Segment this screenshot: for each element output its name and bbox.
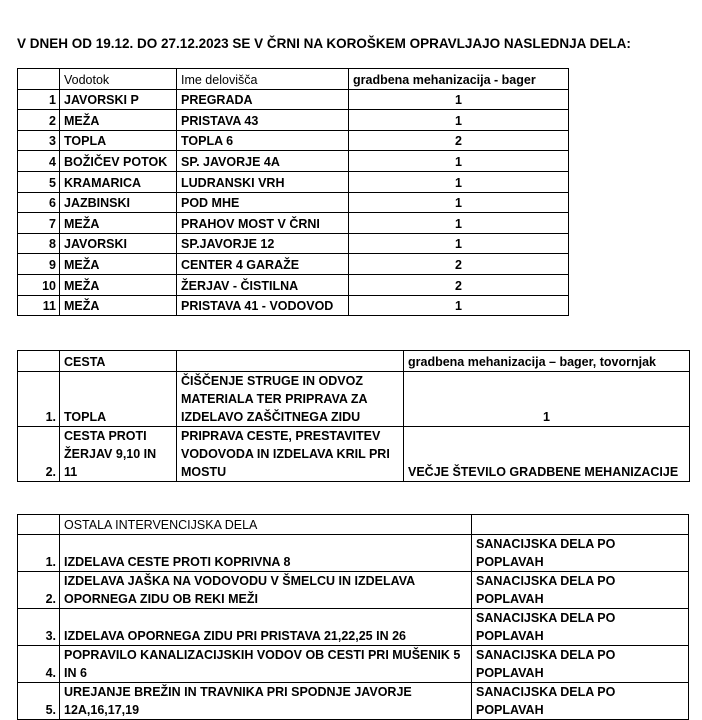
work-description-cell: IZDELAVA CESTE PROTI KOPRIVNA 8 xyxy=(60,535,472,572)
machinery-cell: VEČJE ŠTEVILO GRADBENE MEHANIZACIJE xyxy=(404,427,690,482)
watercourse-cell: JAZBINSKI xyxy=(60,192,177,213)
header-cell xyxy=(18,69,60,90)
table-row xyxy=(18,110,569,131)
row-number: 3. xyxy=(18,609,60,646)
site-cell: LUDRANSKI VRH xyxy=(177,171,349,192)
row-number: 10 xyxy=(18,274,60,295)
site-cell: SP.JAVORJE 12 xyxy=(177,233,349,254)
machinery-cell: 1 xyxy=(349,295,569,316)
site-cell: TOPLA 6 xyxy=(177,130,349,151)
row-number: 11 xyxy=(18,295,60,316)
machinery-cell: 1 xyxy=(349,89,569,110)
machinery-cell: 1 xyxy=(349,213,569,234)
site-cell: PRAHOV MOST V ČRNI xyxy=(177,213,349,234)
machinery-cell: 1 xyxy=(349,171,569,192)
site-cell: PRISTAVA 41 - VODOVOD xyxy=(177,295,349,316)
table-row xyxy=(18,295,569,316)
machinery-cell: 1 xyxy=(349,233,569,254)
table-row xyxy=(18,372,690,427)
watercourse-cell: MEŽA xyxy=(60,110,177,131)
watercourse-cell: MEŽA xyxy=(60,254,177,275)
table-header-row xyxy=(18,351,690,372)
watercourse-cell: TOPLA xyxy=(60,130,177,151)
machinery-cell: 1 xyxy=(404,372,690,427)
site-cell: CENTER 4 GARAŽE xyxy=(177,254,349,275)
watercourse-cell: JAVORSKI P xyxy=(60,89,177,110)
header-cell xyxy=(18,515,60,535)
site-cell: SP. JAVORJE 4A xyxy=(177,151,349,172)
watercourse-cell: MEŽA xyxy=(60,274,177,295)
row-number: 2 xyxy=(18,110,60,131)
watercourse-cell: MEŽA xyxy=(60,213,177,234)
work-type-cell: SANACIJSKA DELA PO POPLAVAH xyxy=(472,572,689,609)
table-row xyxy=(18,130,569,151)
table-row xyxy=(18,192,569,213)
header-cell xyxy=(472,515,689,535)
table-row xyxy=(18,609,689,646)
row-number: 2. xyxy=(18,572,60,609)
table-row xyxy=(18,683,689,720)
table-header-row xyxy=(18,69,569,90)
row-number: 1. xyxy=(18,372,60,427)
document-heading: V DNEH OD 19.12. DO 27.12.2023 SE V ČRNI NA KOROŠKEM OPRAVLJAJO NASLEDNJA DELA: xyxy=(17,36,631,51)
table-header-row xyxy=(18,515,689,535)
header-cell xyxy=(18,351,60,372)
site-cell: PRISTAVA 43 xyxy=(177,110,349,131)
work-type-cell: SANACIJSKA DELA PO POPLAVAH xyxy=(472,646,689,683)
machinery-cell: 2 xyxy=(349,130,569,151)
header-cell: gradbena mehanizacija - bager xyxy=(349,69,569,90)
row-number: 7 xyxy=(18,213,60,234)
work-type-cell: SANACIJSKA DELA PO POPLAVAH xyxy=(472,609,689,646)
row-number: 4 xyxy=(18,151,60,172)
table-row xyxy=(18,646,689,683)
row-number: 1. xyxy=(18,535,60,572)
work-description-cell: PRIPRAVA CESTE, PRESTAVITEV VODOVODA IN IZDELAVA KRIL PRI MOSTU xyxy=(177,427,404,482)
header-cell: Ime delovišča xyxy=(177,69,349,90)
header-cell xyxy=(177,351,404,372)
row-number: 2. xyxy=(18,427,60,482)
table-row xyxy=(18,151,569,172)
site-cell: PREGRADA xyxy=(177,89,349,110)
machinery-cell: 1 xyxy=(349,151,569,172)
header-cell: OSTALA INTERVENCIJSKA DELA xyxy=(60,515,472,535)
road-works-table xyxy=(17,350,690,482)
header-cell: Vodotok xyxy=(60,69,177,90)
work-type-cell: SANACIJSKA DELA PO POPLAVAH xyxy=(472,683,689,720)
machinery-cell: 1 xyxy=(349,110,569,131)
row-number: 5. xyxy=(18,683,60,720)
row-number: 8 xyxy=(18,233,60,254)
work-description-cell: UREJANJE BREŽIN IN TRAVNIKA PRI SPODNJE JAVORJE 12A,16,17,19 xyxy=(60,683,472,720)
table-row xyxy=(18,274,569,295)
site-cell: POD MHE xyxy=(177,192,349,213)
table-row xyxy=(18,254,569,275)
machinery-cell: 2 xyxy=(349,254,569,275)
table-row xyxy=(18,572,689,609)
table-row xyxy=(18,213,569,234)
other-interventions-table xyxy=(17,514,689,720)
watercourse-works-table xyxy=(17,68,569,316)
road-cell: CESTA PROTI ŽERJAV 9,10 IN 11 xyxy=(60,427,177,482)
header-cell: CESTA xyxy=(60,351,177,372)
machinery-cell: 2 xyxy=(349,274,569,295)
watercourse-cell: BOŽIČEV POTOK xyxy=(60,151,177,172)
road-cell: TOPLA xyxy=(60,372,177,427)
watercourse-cell: KRAMARICA xyxy=(60,171,177,192)
row-number: 6 xyxy=(18,192,60,213)
row-number: 9 xyxy=(18,254,60,275)
table-row xyxy=(18,427,690,482)
machinery-cell: 1 xyxy=(349,192,569,213)
work-description-cell: ČIŠČENJE STRUGE IN ODVOZ MATERIALA TER PRIPRAVA ZA IZDELAVO ZAŠČITNEGA ZIDU xyxy=(177,372,404,427)
row-number: 5 xyxy=(18,171,60,192)
watercourse-cell: JAVORSKI xyxy=(60,233,177,254)
work-description-cell: POPRAVILO KANALIZACIJSKIH VODOV OB CESTI PRI MUŠENIK 5 IN 6 xyxy=(60,646,472,683)
table-row xyxy=(18,233,569,254)
row-number: 4. xyxy=(18,646,60,683)
row-number: 1 xyxy=(18,89,60,110)
table-row xyxy=(18,89,569,110)
table-row xyxy=(18,171,569,192)
row-number: 3 xyxy=(18,130,60,151)
header-cell: gradbena mehanizacija – bager, tovornjak xyxy=(404,351,690,372)
site-cell: ŽERJAV - ČISTILNA xyxy=(177,274,349,295)
table-row xyxy=(18,535,689,572)
watercourse-cell: MEŽA xyxy=(60,295,177,316)
work-description-cell: IZDELAVA JAŠKA NA VODOVODU V ŠMELCU IN IZDELAVA OPORNEGA ZIDU OB REKI MEŽI xyxy=(60,572,472,609)
work-description-cell: IZDELAVA OPORNEGA ZIDU PRI PRISTAVA 21,22,25 IN 26 xyxy=(60,609,472,646)
work-type-cell: SANACIJSKA DELA PO POPLAVAH xyxy=(472,535,689,572)
